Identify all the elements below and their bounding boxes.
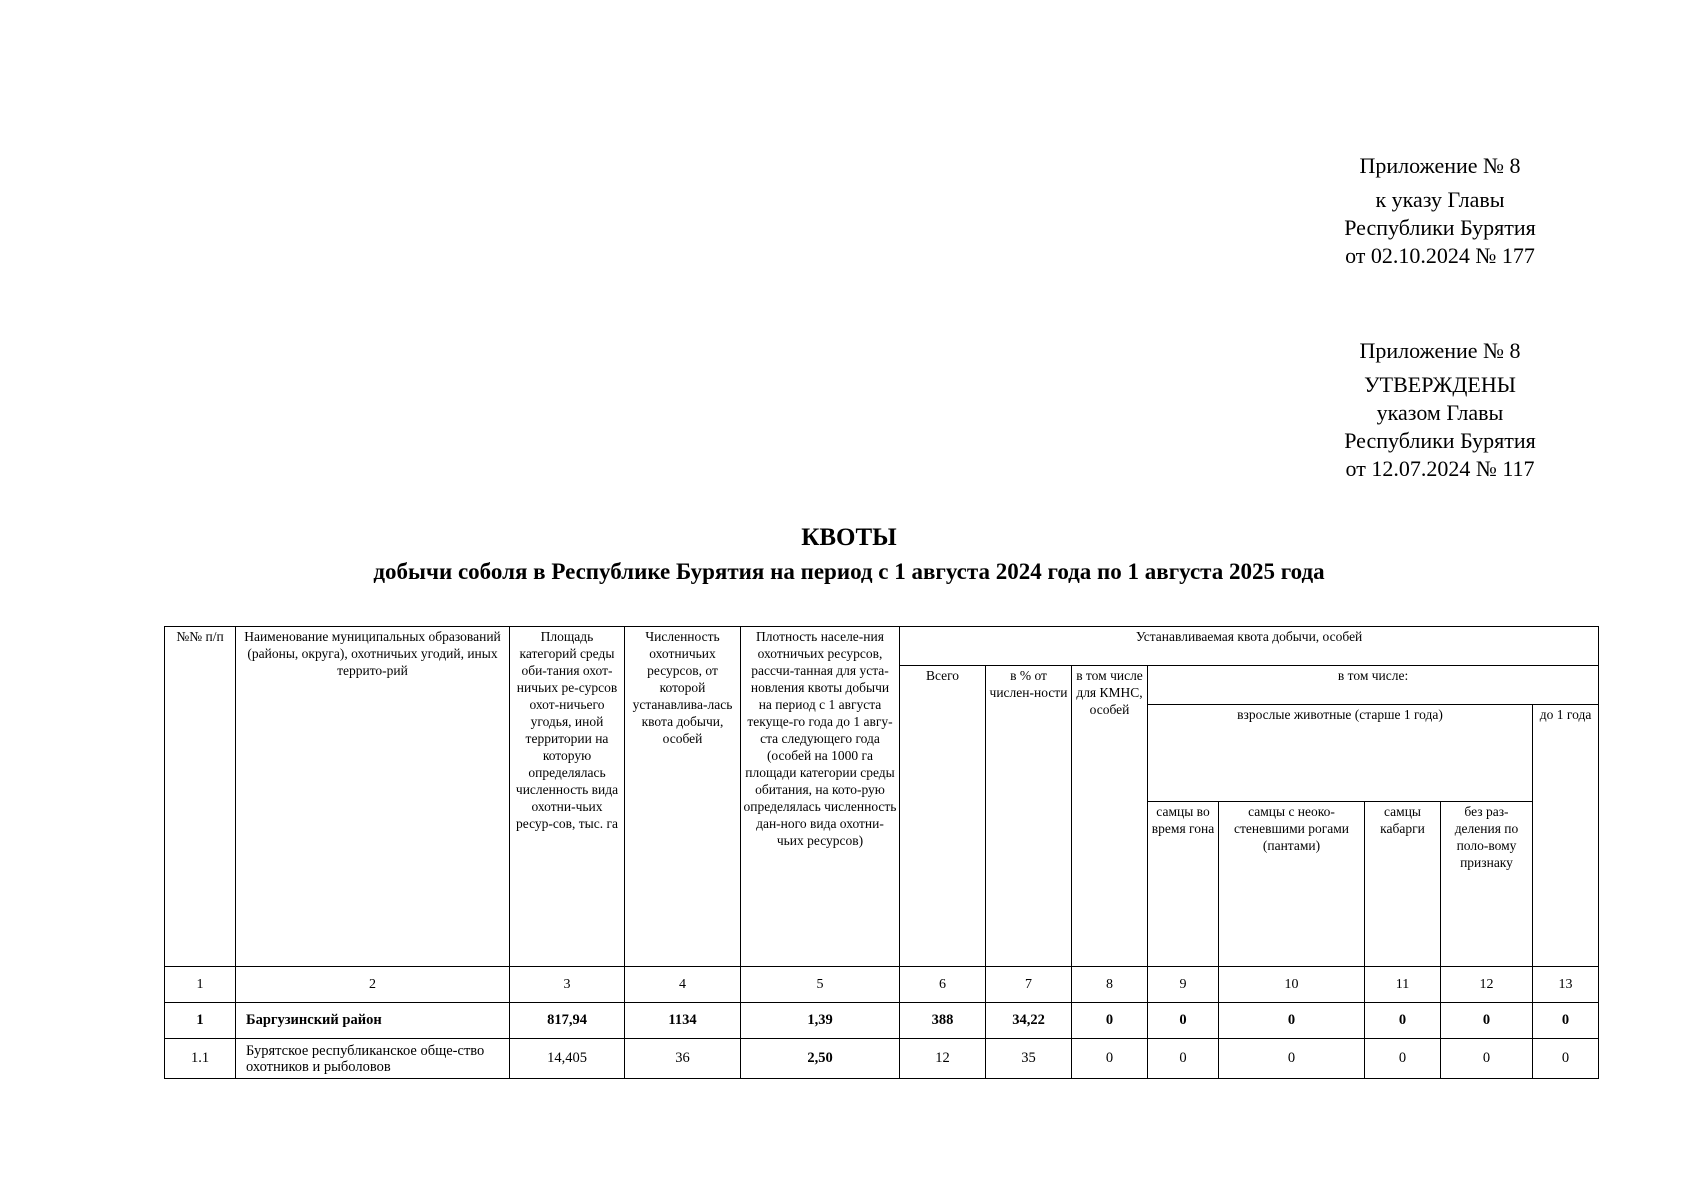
cell-area: 817,94	[510, 1003, 625, 1039]
header-density: Плотность населе-ния охотничьих ресурсов, рассчи-танная для уста-новления квоты добычи на период с 1 августа текуще-го года до 1 авгу-ста следующего года (особей на 1000 га площади категории среды обитания, на кото-рую определялась численность дан-ного вида охотни-чьих ресурсов)	[741, 627, 900, 967]
appendix-original-block	[1320, 337, 1560, 483]
column-number: 13	[1533, 967, 1599, 1003]
column-number: 2	[236, 967, 510, 1003]
cell-no-sex: 0	[1441, 1039, 1533, 1079]
cell-num: 1	[165, 1003, 236, 1039]
table-row	[165, 1003, 1599, 1039]
document-subtitle: добычи соболя в Республике Бурятия на период с 1 августа 2024 года по 1 августа 2025 года	[373, 559, 1325, 584]
cell-males-musk: 0	[1365, 1039, 1441, 1079]
column-number: 8	[1072, 967, 1148, 1003]
cell-kmns: 0	[1072, 1003, 1148, 1039]
header-kmns: в том числе для КМНС, особей	[1072, 666, 1148, 967]
header-adults: взрослые животные (старше 1 года)	[1148, 705, 1533, 802]
column-number: 12	[1441, 967, 1533, 1003]
cell-no-sex: 0	[1441, 1003, 1533, 1039]
cell-males-rut: 0	[1148, 1003, 1219, 1039]
column-number: 7	[986, 967, 1072, 1003]
appendix-current-block	[1320, 152, 1560, 270]
appendix-current-line2: к указу Главы	[1375, 187, 1505, 212]
cell-percent: 35	[986, 1039, 1072, 1079]
header-num: №№ п/п	[165, 627, 236, 967]
header-males-antlers: самцы с неоко-стеневшими рогами (пантами)	[1219, 802, 1365, 967]
cell-males-rut: 0	[1148, 1039, 1219, 1079]
cell-density: 2,50	[741, 1039, 900, 1079]
cell-total: 388	[900, 1003, 986, 1039]
quota-table	[164, 626, 1599, 1079]
appendix-current-line4: от 02.10.2024 № 177	[1345, 243, 1535, 268]
header-under1: до 1 года	[1533, 705, 1599, 967]
column-number: 10	[1219, 967, 1365, 1003]
column-number: 6	[900, 967, 986, 1003]
header-quota: Устанавливаемая квота добычи, особей	[900, 627, 1599, 666]
header-males-rut: самцы во время гона	[1148, 802, 1219, 967]
header-total: Всего	[900, 666, 986, 967]
header-no-sex: без раз-деления по поло-вому признаку	[1441, 802, 1533, 967]
cell-area: 14,405	[510, 1039, 625, 1079]
column-number: 4	[625, 967, 741, 1003]
cell-density: 1,39	[741, 1003, 900, 1039]
appendix-original-line1: Приложение № 8	[1359, 338, 1521, 363]
cell-name: Баргузинский район	[236, 1003, 510, 1039]
appendix-original-line3: указом Главы	[1376, 400, 1504, 425]
header-count: Численность охотничьих ресурсов, от которой устанавлива-лась квота добычи, особей	[625, 627, 741, 967]
header-percent: в % от числен-ности	[986, 666, 1072, 967]
cell-num: 1.1	[165, 1039, 236, 1079]
cell-males-antlers: 0	[1219, 1003, 1365, 1039]
document-title: КВОТЫ	[801, 524, 897, 551]
table-row	[165, 1039, 1599, 1079]
appendix-original-line4: Республики Бурятия	[1344, 428, 1536, 453]
header-males-musk: самцы кабарги	[1365, 802, 1441, 967]
cell-total: 12	[900, 1039, 986, 1079]
cell-males-musk: 0	[1365, 1003, 1441, 1039]
cell-name: Бурятское республиканское обще-ство охотников и рыболовов	[236, 1039, 510, 1079]
appendix-current-line3: Республики Бурятия	[1344, 215, 1536, 240]
cell-under1: 0	[1533, 1039, 1599, 1079]
cell-percent: 34,22	[986, 1003, 1072, 1039]
cell-count: 1134	[625, 1003, 741, 1039]
cell-count: 36	[625, 1039, 741, 1079]
appendix-current-line1: Приложение № 8	[1359, 153, 1521, 178]
cell-kmns: 0	[1072, 1039, 1148, 1079]
cell-under1: 0	[1533, 1003, 1599, 1039]
column-number: 1	[165, 967, 236, 1003]
column-numbers-row	[165, 967, 1599, 1003]
header-name: Наименование муниципальных образований (районы, округа), охотничьих угодий, иных террито-рий	[236, 627, 510, 967]
header-area: Площадь категорий среды оби-тания охот-ничьих ре-сурсов охот-ничьего угодья, иной территории на которую определялась численность вида охотни-чьих ресур-сов, тыс. га	[510, 627, 625, 967]
appendix-original-line5: от 12.07.2024 № 117	[1345, 456, 1535, 481]
header-including: в том числе:	[1148, 666, 1599, 705]
column-number: 5	[741, 967, 900, 1003]
column-number: 3	[510, 967, 625, 1003]
appendix-original-line2: УТВЕРЖДЕНЫ	[1364, 372, 1516, 397]
column-number: 11	[1365, 967, 1441, 1003]
cell-males-antlers: 0	[1219, 1039, 1365, 1079]
column-number: 9	[1148, 967, 1219, 1003]
